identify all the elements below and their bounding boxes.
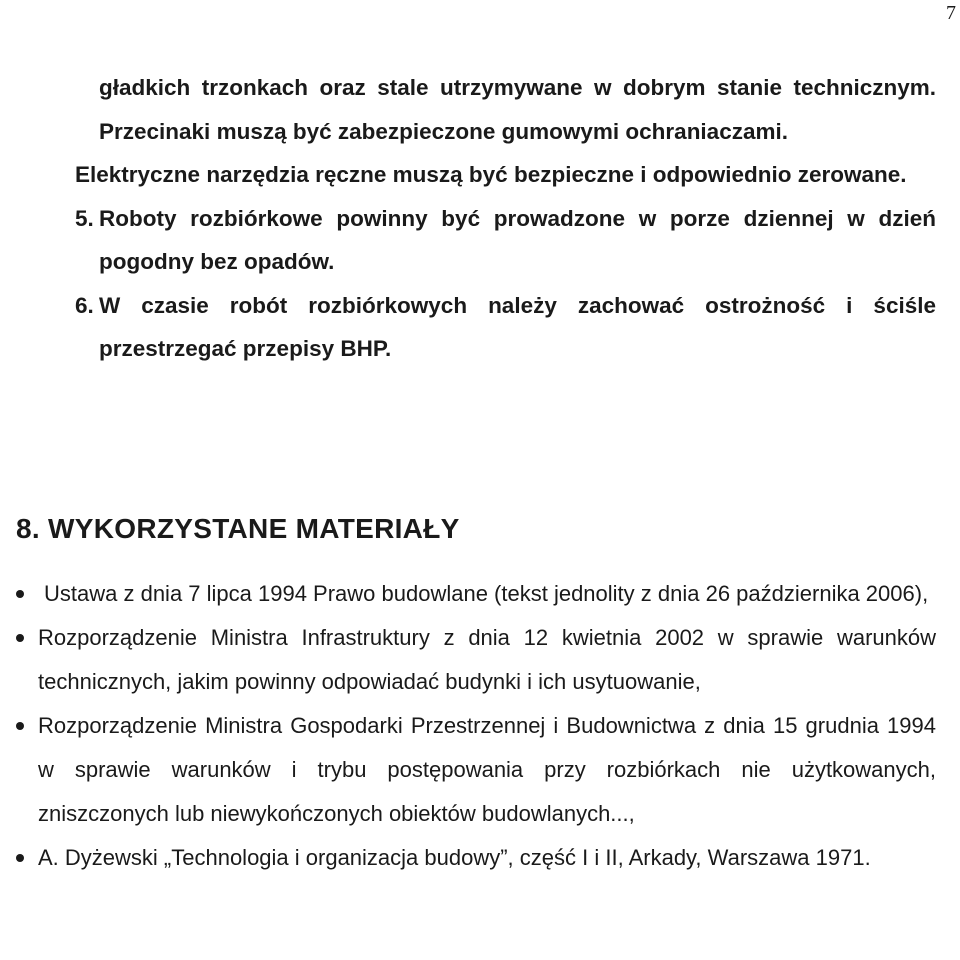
reference-item [16,704,936,836]
power-tools-paragraph: Elektryczne narzędzia ręczne muszą być bezpieczne i odpowiednio zerowane. [75,162,907,187]
section-heading: 8. WYKORZYSTANE MATERIAŁY [16,513,460,544]
safety-rules-list [75,66,936,371]
bullet-icon [16,722,24,730]
reference-text: Ustawa z dnia 7 lipca 1994 Prawo budowlane (tekst jednolity z dnia 26 października 2006), [44,581,929,606]
references-list [16,572,936,880]
list-item-5 [75,197,936,284]
list-item-number: 5. [75,205,94,231]
list-item-6 [75,284,936,371]
bullet-icon [16,634,24,642]
continuation-paragraph: gładkich trzonkach oraz stale utrzymywane w dobrym stanie technicznym. Przecinaki muszą być zabezpieczone gumowymi ochraniaczami. [99,75,936,144]
reference-item [16,836,936,880]
bullet-icon [16,590,24,598]
reference-text: Rozporządzenie Ministra Gospodarki Przestrzennej i Budownictwa z dnia 15 grudnia 1994 w sprawie warunków i trybu postępowania przy rozbiórkach nie użytkowanych, zniszczonych lub niewykończonych obiektów budowlanych..., [38,713,936,826]
reference-text: A. Dyżewski „Technologia i organizacja budowy”, część I i II, Arkady, Warszawa 1971. [38,845,871,870]
page-number: 7 [946,2,956,24]
list-item-text: W czasie robót rozbiórkowych należy zachować ostrożność i ściśle przestrzegać przepisy BHP. [99,292,936,361]
bullet-icon [16,854,24,862]
list-item-text: Roboty rozbiórkowe powinny być prowadzone w porze dziennej w dzień pogodny bez opadów. [99,205,936,274]
list-item-number: 6. [75,292,94,318]
reference-item [16,572,936,616]
reference-item [16,616,936,704]
reference-text: Rozporządzenie Ministra Infrastruktury z dnia 12 kwietnia 2002 w sprawie warunków technicznych, jakim powinny odpowiadać budynki i ich usytuowanie, [38,625,936,694]
